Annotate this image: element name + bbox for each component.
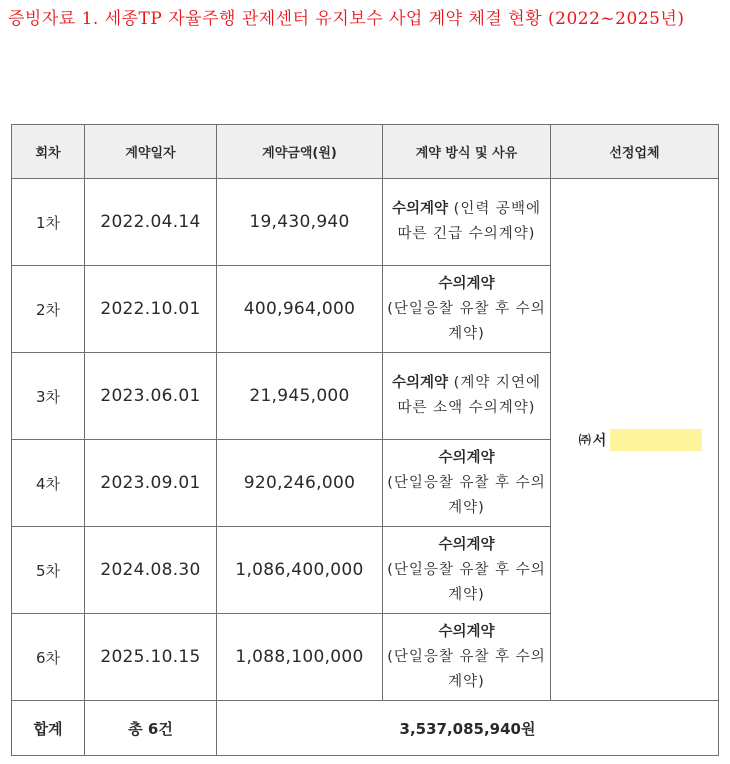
vendor-cell — [551, 179, 719, 701]
redaction-highlight — [610, 429, 702, 451]
method-kind: 수의계약 — [392, 201, 449, 217]
round-cell: 6차 — [12, 614, 85, 701]
date-cell: 2022.10.01 — [85, 266, 217, 353]
header-date: 계약일자 — [85, 125, 217, 179]
header-vendor: 선정업체 — [551, 125, 719, 179]
method-kind: 수의계약 — [438, 623, 495, 640]
date-cell: 2023.06.01 — [85, 353, 217, 440]
method-cell — [383, 266, 551, 353]
round-cell: 2차 — [12, 266, 85, 353]
date-cell: 2024.08.30 — [85, 527, 217, 614]
method-reason: (단일응찰 유찰 후 수의계약) — [387, 561, 546, 603]
method-reason: (단일응찰 유찰 후 수의계약) — [387, 300, 546, 342]
header-round: 회차 — [12, 125, 85, 179]
method-kind: 수의계약 — [438, 536, 495, 553]
round-cell: 5차 — [12, 527, 85, 614]
round-cell: 4차 — [12, 440, 85, 527]
date-cell: 2023.09.01 — [85, 440, 217, 527]
vendor-name: 서 — [592, 432, 607, 449]
total-label: 합계 — [12, 701, 85, 756]
method-kind: 수의계약 — [438, 449, 495, 466]
amount-cell: 920,246,000 — [217, 440, 383, 527]
amount-cell: 1,086,400,000 — [217, 527, 383, 614]
document-title: 증빙자료 1. 세종TP 자율주행 관제센터 유지보수 사업 계약 체결 현황 (2022~2025년) — [8, 9, 685, 29]
round-cell: 3차 — [12, 353, 85, 440]
date-cell: 2022.04.14 — [85, 179, 217, 266]
method-kind: 수의계약 — [392, 375, 449, 391]
amount-cell: 400,964,000 — [217, 266, 383, 353]
table-header-row — [12, 125, 719, 179]
table-row — [12, 179, 719, 266]
method-cell — [383, 440, 551, 527]
amount-cell: 21,945,000 — [217, 353, 383, 440]
contract-table — [11, 124, 719, 756]
method-reason: (계약 지연에 따른 소액 수의계약) — [397, 375, 541, 416]
total-count: 총 6건 — [85, 701, 217, 756]
amount-cell: 19,430,940 — [217, 179, 383, 266]
vendor-name-group — [579, 429, 703, 451]
round-cell: 1차 — [12, 179, 85, 266]
amount-cell: 1,088,100,000 — [217, 614, 383, 701]
method-cell — [383, 527, 551, 614]
method-kind: 수의계약 — [438, 275, 495, 292]
date-cell: 2025.10.15 — [85, 614, 217, 701]
header-amount: 계약금액(원) — [217, 125, 383, 179]
method-cell — [383, 353, 551, 440]
total-amount: 3,537,085,940원 — [217, 701, 719, 756]
method-reason: (단일응찰 유찰 후 수의계약) — [387, 648, 546, 690]
method-reason: (인력 공백에 따른 긴급 수의계약) — [397, 201, 541, 242]
method-cell — [383, 179, 551, 266]
method-reason: (단일응찰 유찰 후 수의계약) — [387, 474, 546, 516]
total-row — [12, 701, 719, 756]
method-cell — [383, 614, 551, 701]
vendor-corp-mark: ㈜ — [578, 433, 591, 447]
header-method: 계약 방식 및 사유 — [383, 125, 551, 179]
